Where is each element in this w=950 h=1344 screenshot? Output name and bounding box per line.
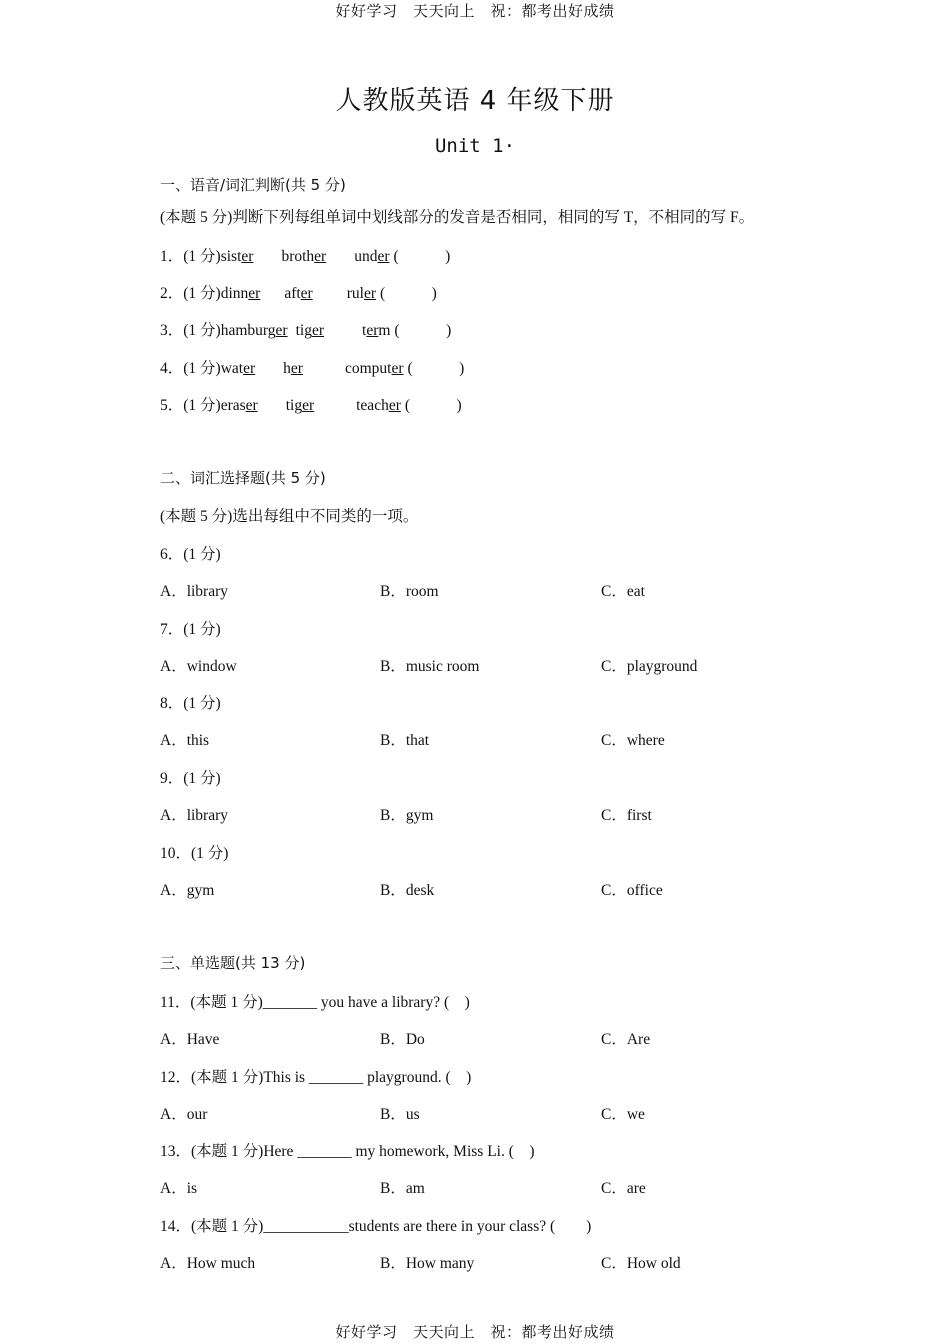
- option-b[interactable]: B．am: [380, 1180, 425, 1197]
- option-b[interactable]: B．us: [380, 1106, 420, 1123]
- section3-heading: 三、单选题(共 13 分): [160, 954, 306, 972]
- option-b[interactable]: B．How many: [380, 1255, 475, 1272]
- phonics-item: [160, 244, 450, 266]
- phonics-word: after: [284, 285, 313, 302]
- question-number: 7．(1 分): [160, 621, 221, 638]
- option-b[interactable]: B．music room: [380, 658, 480, 675]
- item-number: 2．(1 分): [160, 285, 221, 302]
- option-c[interactable]: C．office: [601, 882, 663, 899]
- phonics-item: [160, 281, 437, 303]
- option-b[interactable]: B．room: [380, 583, 439, 600]
- phonics-word: teacher: [356, 397, 401, 414]
- unit-title: Unit 1·: [434, 135, 516, 157]
- option-c[interactable]: C．we: [601, 1106, 645, 1123]
- phonics-word: tiger: [285, 397, 315, 414]
- option-c[interactable]: C．How old: [601, 1255, 681, 1272]
- option-a[interactable]: A．How much: [160, 1255, 256, 1272]
- option-a[interactable]: A．this: [160, 732, 210, 749]
- option-a[interactable]: A．is: [160, 1180, 198, 1197]
- option-a[interactable]: A．library: [160, 583, 229, 600]
- option-c[interactable]: C．first: [601, 807, 652, 824]
- answer-blank[interactable]: ( ): [404, 397, 462, 414]
- option-c[interactable]: C．eat: [601, 583, 645, 600]
- page-header: 好好学习 天天向上 祝：都考出好成绩: [335, 2, 615, 20]
- phonics-word: dinner: [220, 285, 261, 302]
- answer-blank[interactable]: ( ): [379, 285, 437, 302]
- option-c[interactable]: C．playground: [601, 658, 698, 675]
- option-b[interactable]: B．desk: [380, 882, 435, 899]
- answer-blank[interactable]: ( ): [394, 322, 452, 339]
- phonics-word: tiger: [295, 322, 324, 339]
- option-b[interactable]: B．Do: [380, 1031, 425, 1048]
- question-text: 14．(本题 1 分)___________students are there in your class? ( ): [160, 1218, 592, 1235]
- option-a[interactable]: A．window: [160, 658, 237, 675]
- question-text: 11．(本题 1 分)_______ you have a library? ( ): [160, 994, 470, 1011]
- section1-instruction: (本题 5 分)判断下列每组单词中划线部分的发音是否相同，相同的写 T，不相同的写 F。: [160, 209, 755, 226]
- phonics-word: ruler: [346, 285, 376, 302]
- question-text: 12．(本题 1 分)This is _______ playground. ( ): [160, 1069, 472, 1086]
- phonics-word: sister: [220, 248, 254, 265]
- phonics-word: eraser: [220, 397, 258, 414]
- option-c[interactable]: C．Are: [601, 1031, 651, 1048]
- question-number: 10．(1 分): [160, 845, 229, 862]
- option-a[interactable]: A．our: [160, 1106, 208, 1123]
- item-number: 1．(1 分): [160, 248, 221, 265]
- item-number: 4．(1 分): [160, 360, 221, 377]
- option-a[interactable]: A．gym: [160, 882, 215, 899]
- question-text: 13．(本题 1 分)Here _______ my homework, Miss Li. ( ): [160, 1143, 535, 1160]
- question-number: 9．(1 分): [160, 770, 221, 787]
- phonics-word: brother: [281, 248, 327, 265]
- option-a[interactable]: A．Have: [160, 1031, 220, 1048]
- phonics-item: [160, 318, 451, 340]
- item-number: 3．(1 分): [160, 322, 221, 339]
- phonics-word: under: [354, 248, 390, 265]
- page-footer: 好好学习 天天向上 祝：都考出好成绩: [335, 1323, 615, 1341]
- option-c[interactable]: C．where: [601, 732, 665, 749]
- item-number: 5．(1 分): [160, 397, 221, 414]
- phonics-word: term: [362, 322, 391, 339]
- option-a[interactable]: A．library: [160, 807, 229, 824]
- section2-heading: 二、词汇选择题(共 5 分): [160, 469, 326, 487]
- section1-heading: 一、语音/词汇判断(共 5 分): [160, 176, 346, 194]
- phonics-word: her: [283, 360, 303, 377]
- option-c[interactable]: C．are: [601, 1180, 646, 1197]
- section2-instruction: (本题 5 分)选出每组中不同类的一项。: [160, 508, 419, 525]
- document-title: 人教版英语 4 年级下册: [335, 86, 615, 116]
- phonics-item: [160, 393, 462, 415]
- question-number: 8．(1 分): [160, 695, 221, 712]
- answer-blank[interactable]: ( ): [407, 360, 465, 377]
- phonics-word: computer: [344, 360, 404, 377]
- phonics-item: [160, 356, 464, 378]
- phonics-word: water: [220, 360, 256, 377]
- option-b[interactable]: B．gym: [380, 807, 434, 824]
- question-number: 6．(1 分): [160, 546, 221, 563]
- option-b[interactable]: B．that: [380, 732, 430, 749]
- answer-blank[interactable]: ( ): [393, 248, 451, 265]
- phonics-word: hamburger: [220, 322, 288, 339]
